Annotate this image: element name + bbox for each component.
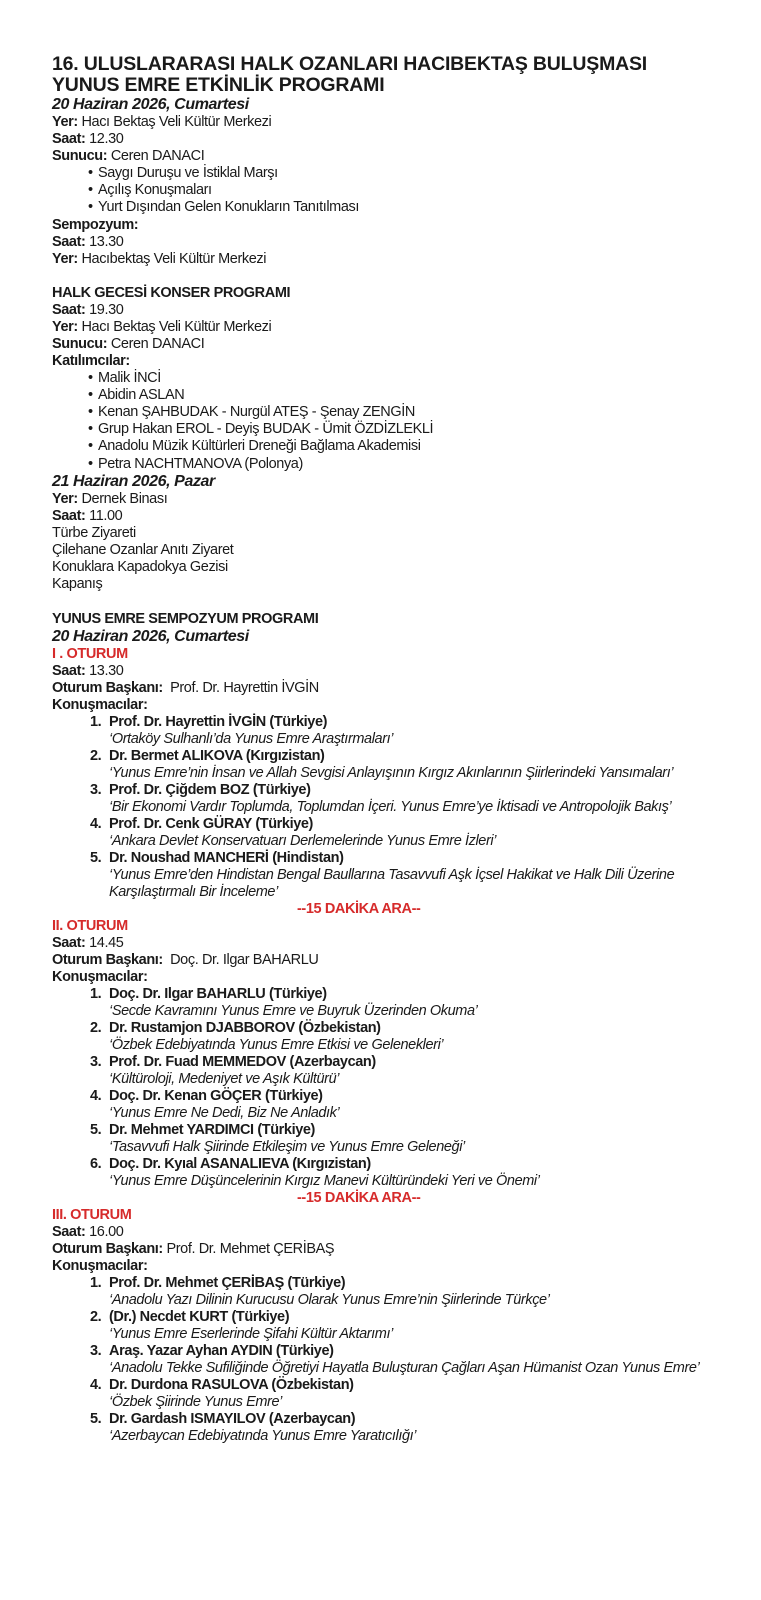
- speaker-name: Doç. Dr. Kyıal ASANALIEVA (Kırgızistan): [109, 1155, 371, 1172]
- speaker-name: Dr. Mehmet YARDIMCI (Türkiye): [109, 1121, 315, 1138]
- speaker-item: [52, 850, 737, 901]
- session1-speakers: [52, 714, 737, 901]
- symposium-program-heading: YUNUS EMRE SEMPOZYUM PROGRAMI: [52, 610, 319, 627]
- list-item: • Saygı Duruşu ve İstiklal Marşı: [88, 165, 737, 182]
- label: Yer:: [52, 318, 78, 335]
- list-item: • Petra NACHTMANOVA (Polonya): [88, 456, 737, 473]
- label: Yer:: [52, 250, 78, 267]
- list-item: • Grup Hakan EROL - Deyiş BUDAK - Ümit ÖZDİZLEKLİ: [88, 421, 737, 438]
- speaker-number: 4.: [90, 1087, 102, 1104]
- document-title-line1: 16. ULUSLARARASI HALK OZANLARI HACIBEKTAŞ BULUŞMASI: [52, 53, 648, 75]
- session2-time: [52, 935, 737, 952]
- speaker-name: Dr. Noushad MANCHERİ (Hindistan): [109, 849, 344, 866]
- speaker-item: [52, 1309, 737, 1343]
- speaker-number: 3.: [90, 1342, 102, 1359]
- speaker-number: 3.: [90, 781, 102, 798]
- speaker-number: 4.: [90, 815, 102, 832]
- day2-place: [52, 491, 737, 508]
- speaker-number: 4.: [90, 1376, 102, 1393]
- value: Hacıbektaş Veli Kültür Merkezi: [81, 250, 267, 267]
- speaker-item: [52, 1377, 737, 1411]
- opening-place: [52, 114, 737, 131]
- session1-time: [52, 663, 737, 680]
- speaker-name: Doç. Dr. Kenan GÖÇER (Türkiye): [109, 1087, 323, 1104]
- label: Saat:: [52, 1223, 86, 1240]
- talk-title: ‘Anadolu Tekke Sufiliğinde Öğretiyi Hayatla Buluşturan Çağları Aşan Hümanist Ozan Yunus Emre’: [109, 1359, 700, 1376]
- speaker-item: [52, 748, 737, 782]
- speaker-name: Dr. Durdona RASULOVA (Özbekistan): [109, 1376, 354, 1393]
- session2-speakers: [52, 986, 737, 1190]
- concert-time: [52, 302, 737, 319]
- session3-chair: [52, 1241, 737, 1258]
- session1-speakers-label: Konuşmacılar:: [52, 696, 148, 713]
- speaker-number: 5.: [90, 1410, 102, 1427]
- list-item: • Abidin ASLAN: [88, 387, 737, 404]
- talk-title: ‘Tasavvufi Halk Şiirinde Etkileşim ve Yunus Emre Geleneği’: [109, 1138, 465, 1155]
- speaker-number: 3.: [90, 1053, 102, 1070]
- value: Doç. Dr. Ilgar BAHARLU: [170, 951, 319, 968]
- speaker-item: [52, 986, 737, 1020]
- speaker-number: 2.: [90, 1019, 102, 1036]
- speaker-name: Prof. Dr. Cenk GÜRAY (Türkiye): [109, 815, 313, 832]
- session3-speakers-label: Konuşmacılar:: [52, 1257, 148, 1274]
- value: 12.30: [89, 131, 124, 147]
- talk-title: ‘Ortaköy Sulhanlı’da Yunus Emre Araştırmaları’: [109, 730, 394, 747]
- value: Dernek Binası: [81, 490, 168, 507]
- label: Saat:: [52, 301, 86, 318]
- speaker-item: [52, 816, 737, 850]
- session2-speakers-label: Konuşmacılar:: [52, 968, 148, 985]
- label: Sunucu:: [52, 335, 108, 352]
- value: 14.45: [89, 934, 124, 951]
- speaker-name: (Dr.) Necdet KURT (Türkiye): [109, 1308, 290, 1325]
- concert-heading: HALK GECESİ KONSER PROGRAMI: [52, 284, 291, 301]
- symposium-time: [52, 234, 737, 251]
- day2-time: [52, 508, 737, 525]
- day2-item: Türbe Ziyareti: [52, 524, 136, 541]
- participants-list: [52, 370, 737, 473]
- speaker-number: 6.: [90, 1155, 102, 1172]
- talk-title: ‘Yunus Emre’nin İnsan ve Allah Sevgisi Anlayışının Kırgız Akınlarının Şiirlerindeki Yansımaları’: [109, 764, 674, 781]
- talk-title: ‘Yunus Emre Düşüncelerinin Kırgız Manevi Kültüründeki Yeri ve Önemi’: [109, 1172, 540, 1189]
- speaker-number: 1.: [90, 985, 102, 1002]
- speaker-name: Dr. Rustamjon DJABBOROV (Özbekistan): [109, 1019, 381, 1036]
- session1-chair: [52, 680, 737, 697]
- speaker-name: Prof. Dr. Fuad MEMMEDOV (Azerbaycan): [109, 1053, 376, 1070]
- speaker-name: Araş. Yazar Ayhan AYDIN (Türkiye): [109, 1342, 334, 1359]
- speaker-number: 5.: [90, 1121, 102, 1138]
- value: 11.00: [89, 507, 123, 524]
- label: Oturum Başkanı:: [52, 1240, 163, 1257]
- day2-item: Konuklara Kapadokya Gezisi: [52, 559, 228, 576]
- list-item: • Anadolu Müzik Kültürleri Dreneği Bağlama Akademisi: [88, 438, 737, 455]
- talk-title: ‘Özbek Şiirinde Yunus Emre’: [109, 1393, 282, 1410]
- symposium-program-date: 20 Haziran 2026, Cumartesi: [52, 627, 249, 645]
- value: 13.30: [89, 662, 124, 679]
- talk-title: ‘Azerbaycan Edebiyatında Yunus Emre Yaratıcılığı’: [109, 1427, 417, 1444]
- list-item: • Açılış Konuşmaları: [88, 182, 737, 199]
- speaker-name: Prof. Dr. Hayrettin İVGİN (Türkiye): [109, 713, 328, 730]
- talk-title: ‘Ankara Devlet Konservatuarı Derlemelerinde Yunus Emre İzleri’: [109, 832, 497, 849]
- speaker-number: 1.: [90, 1274, 102, 1291]
- speaker-number: 5.: [90, 849, 102, 866]
- session2-title: II. OTURUM: [52, 917, 128, 934]
- concert-place: [52, 319, 737, 336]
- label: Saat:: [52, 662, 86, 679]
- document-title-line2: YUNUS EMRE ETKİNLİK PROGRAMI: [52, 74, 385, 96]
- label: Yer:: [52, 490, 78, 507]
- speaker-number: 2.: [90, 1308, 102, 1325]
- speaker-item: [52, 1156, 737, 1190]
- value: 19.30: [89, 301, 124, 318]
- concert-host: [52, 336, 737, 353]
- label: Yer:: [52, 114, 78, 130]
- speaker-name: Prof. Dr. Mehmet ÇERİBAŞ (Türkiye): [109, 1274, 346, 1291]
- session1-title: I . OTURUM: [52, 645, 128, 662]
- participants-label: Katılımcılar:: [52, 352, 130, 369]
- speaker-item: [52, 1020, 737, 1054]
- talk-title: ‘Secde Kavramını Yunus Emre ve Buyruk Üzerinden Okuma’: [109, 1002, 478, 1019]
- session3-time: [52, 1224, 737, 1241]
- talk-title: ‘Bir Ekonomi Vardır Toplumda, Toplumdan İçeri. Yunus Emre’ye İktisadi ve Antropolojik Bakış’: [109, 798, 672, 815]
- value: 16.00: [89, 1223, 124, 1240]
- speaker-item: [52, 782, 737, 816]
- speaker-name: Dr. Gardash ISMAYILOV (Azerbaycan): [109, 1410, 356, 1427]
- label: Sunucu:: [52, 148, 108, 164]
- value: Ceren DANACI: [110, 148, 205, 164]
- symposium-place: [52, 251, 737, 268]
- speaker-number: 1.: [90, 713, 102, 730]
- speaker-name: Prof. Dr. Çiğdem BOZ (Türkiye): [109, 781, 311, 798]
- talk-title: ‘Yunus Emre Eserlerinde Şifahi Kültür Aktarımı’: [109, 1325, 393, 1342]
- speaker-name: Dr. Bermet ALIKOVA (Kırgızistan): [109, 747, 325, 764]
- speaker-number: 2.: [90, 747, 102, 764]
- day2-date: 21 Haziran 2026, Pazar: [52, 472, 215, 490]
- break-notice: --15 DAKİKA ARA--: [297, 1189, 421, 1206]
- session3-title: III. OTURUM: [52, 1206, 132, 1223]
- day1-date: 20 Haziran 2026, Cumartesi: [52, 96, 249, 113]
- speaker-item: [52, 1275, 737, 1309]
- list-item: • Malik İNCİ: [88, 370, 737, 387]
- session3-speakers: [52, 1275, 737, 1445]
- list-item: • Yurt Dışından Gelen Konukların Tanıtılması: [88, 199, 737, 216]
- talk-title: ‘Yunus Emre Ne Dedi, Biz Ne Anladık’: [109, 1104, 340, 1121]
- symposium-label: Sempozyum:: [52, 216, 139, 233]
- value: Hacı Bektaş Veli Kültür Merkezi: [81, 114, 272, 130]
- speaker-item: [52, 1411, 737, 1445]
- value: Ceren DANACI: [110, 335, 205, 352]
- label: Saat:: [52, 507, 86, 524]
- session2-chair: [52, 952, 737, 969]
- talk-title: ‘Özbek Edebiyatında Yunus Emre Etkisi ve Gelenekleri’: [109, 1036, 444, 1053]
- label: Saat:: [52, 934, 86, 951]
- label: Saat:: [52, 131, 86, 147]
- talk-title: ‘Kültüroloji, Medeniyet ve Aşık Kültürü’: [109, 1070, 340, 1087]
- speaker-item: [52, 714, 737, 748]
- value: Prof. Dr. Mehmet ÇERİBAŞ: [166, 1240, 335, 1257]
- value: Prof. Dr. Hayrettin İVGİN: [170, 679, 319, 696]
- opening-time: [52, 131, 737, 148]
- opening-host: [52, 148, 737, 165]
- speaker-item: [52, 1343, 737, 1377]
- speaker-name: Doç. Dr. Ilgar BAHARLU (Türkiye): [109, 985, 327, 1002]
- day2-item: Çilehane Ozanlar Anıtı Ziyaret: [52, 542, 234, 559]
- value: Hacı Bektaş Veli Kültür Merkezi: [81, 318, 272, 335]
- talk-title: ‘Anadolu Yazı Dilinin Kurucusu Olarak Yunus Emre’nin Şiirlerinde Türkçe’: [109, 1291, 550, 1308]
- label: Saat:: [52, 233, 86, 250]
- speaker-item: [52, 1054, 737, 1088]
- break-notice: --15 DAKİKA ARA--: [297, 900, 421, 917]
- opening-items: [52, 165, 737, 217]
- day2-item: Kapanış: [52, 576, 103, 593]
- talk-title: ‘Yunus Emre’den Hindistan Bengal Baullarına Tasavvufi Aşk İçsel Hakikat ve Halk Dili Üzerine Karşılaştırmalı Bir İnceleme’: [109, 866, 675, 900]
- label: Oturum Başkanı:: [52, 951, 163, 968]
- label: Oturum Başkanı:: [52, 679, 163, 696]
- value: 13.30: [89, 233, 124, 250]
- speaker-item: [52, 1088, 737, 1122]
- speaker-item: [52, 1122, 737, 1156]
- list-item: • Kenan ŞAHBUDAK - Nurgül ATEŞ - Şenay ZENGİN: [88, 404, 737, 421]
